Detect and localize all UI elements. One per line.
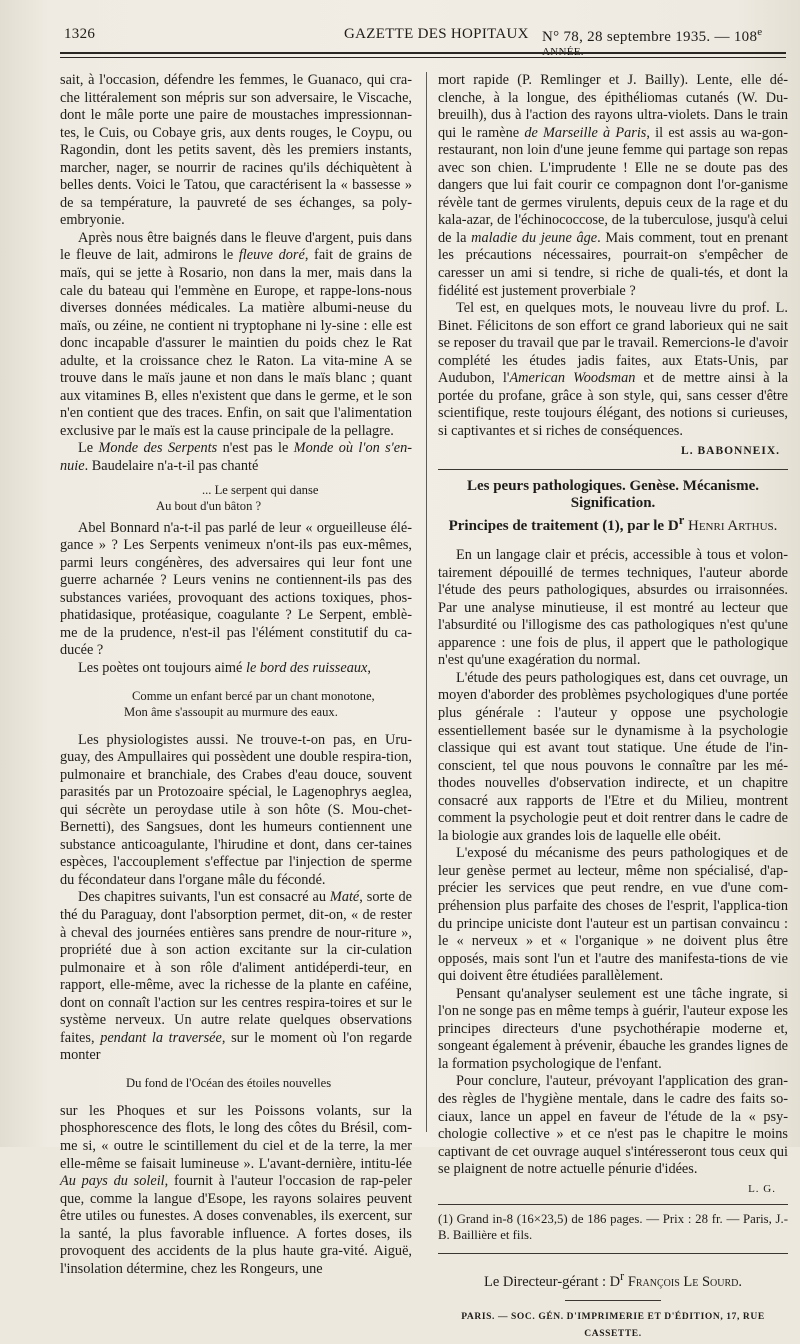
director-line — [438, 1268, 788, 1291]
header-rule-thin — [60, 57, 786, 58]
text-run: Le — [78, 440, 99, 457]
paragraph — [60, 230, 412, 441]
column-divider — [426, 72, 427, 1132]
text-run: Tel est, en quelques mots, le nouveau livre du prof. L. Binet. Félicitons de son effort ce grand laborieux qui ne sait se reposer du travail que par le travail. Remercions-le d'avoir complété les études jadis faites, aux Etats-Unis, par Audubon, l' — [438, 300, 788, 387]
italic-run: Monde où l'on s'en-nuie — [60, 440, 412, 475]
text-run: Les poètes ont toujours aimé — [78, 659, 246, 676]
issue-info — [542, 26, 786, 66]
text-run: Principes de traitement (1), par le D — [448, 518, 679, 535]
article-title-line: Les peurs pathologiques. Genèse. Mécanisme. Signification. — [466, 478, 760, 512]
article-title — [438, 478, 788, 535]
text-run: , il est assis au wa-gon-restaurant, non loin d'une jeune femme qui partage son repas avec son chien. L'imprudente ! Elle ne se doute pas des dangers que lui fait courir ce compagnon dont l'or-ganisme révèle tant de germes virulents, depuis ceux de la rage et du kala-azar, de l'échinococcose, de la tuberculose, jusqu'à celui de la — [438, 124, 788, 246]
article-title-line — [438, 512, 788, 535]
page-number: 1326 — [64, 26, 96, 42]
right-column — [438, 72, 788, 1344]
text-run: n'est pas le — [217, 440, 294, 457]
issue-year-suffix: e ANNÉE. — [542, 26, 763, 58]
issue-number: N° 78, 28 septembre 1935. — 108 — [542, 29, 758, 45]
header-rule — [60, 52, 786, 54]
journal-title: GAZETTE DES HOPITAUX — [344, 26, 529, 42]
text-run: , fait de grains de maïs, qui se jette à Rosario, non dans la mer, mais dans la cale du bateau qui l'emmène en Europe, et rappe-lons-nous diverses données médicales. La matière albumi-neuse du maïs, ou zéine, ne contient ni tryptophane ni ly-sine : elle est donc incapable d'assurer le maintien du poids chez le Rat adulte, et la croissance chez le Raton. La vita-mine A se trouve dans le maïs jaune et non dans le maïs blanc ; quant aux vitamines B, elles n'existent que dans le germe, et le son n'en contient que des traces. Enfin, on sait que l'alimentation exclusive par le maïs est la cause principale de la pellagre. — [60, 247, 412, 439]
verse-line: Mon âme s'assoupit au murmure des eaux. — [124, 704, 338, 719]
italic-run: Monde des Serpents — [98, 440, 218, 457]
paragraph — [60, 440, 412, 475]
italic-run: American Woodsman — [509, 370, 636, 387]
text-run: Le Directeur-gérant : D — [483, 1274, 621, 1291]
left-column — [60, 72, 412, 1278]
verse-quote — [60, 688, 412, 720]
article-author: Henri Arthus. — [688, 518, 778, 535]
footnote-separator — [438, 1204, 788, 1205]
italic-run: Au pays du soleil — [60, 1173, 165, 1190]
paragraph: Pour conclure, l'auteur, prévoyant l'application des gran-des règles de l'hygiène mentale, dans le cadre des faits so-ciaux, lance un appel en faveur de l'étude de la « psy-chologie collective » et ce n'est pas le chapitre le moins captivant de cet ouvrage auquel s'intéresseront tous ceux qui se plaignent de notre actuelle pénurie d'idées. — [438, 1073, 788, 1178]
paragraph: Abel Bonnard n'a-t-il pas parlé de leur « orgueilleuse élé-gance » ? Les Serpents venimeux n'ont-ils pas eux-mêmes, parmi leurs congénères, des adversaires qui leur font une guerre acharnée ? Leurs venins ne contiennent-ils pas des substances variées, provoquant des actions toxiques, phos-phatidasique, protéasique, coagulante ? Le Serpent, emblè-me de la prudence, n'est-il pas l'élément constitutif du ca-ducée ? — [60, 519, 412, 659]
text-run: , — [367, 659, 371, 676]
text-run: . Mais comment, tout en prenant les précautions nécessaires, pourrait-on s'empêcher de caresser un ami si tendre, si riche de quali-tés, et dont la fidélité est justement proverbiale ? — [438, 229, 789, 299]
section-separator — [438, 469, 788, 470]
page-header — [64, 26, 786, 58]
director-name: François Le Sourd. — [624, 1274, 743, 1291]
verse-line: ... Le serpent qui danse — [202, 482, 319, 497]
section-separator — [438, 1253, 788, 1254]
verse-line: Au bout d'un bâton ? — [156, 498, 262, 513]
text-run: , sorte de thé du Paraguay, dont l'absorption permet, dit-on, « de rester à cheval des journées entières sans prendre de nour-riture », propriété due à son action excitante sur la cir-culation pulmonaire et à son rôle d'aliment antidéperdi-teur, en rapport, elle-même, avec la richesse de la plante en caféine, dont on connaît l'action sur les centres respira-toires et sur le système nerveux. Un autre relate quelques observations faites, — [60, 889, 412, 1046]
italic-run: fleuve doré — [238, 247, 305, 264]
paragraph: sait, à l'occasion, défendre les femmes, le Guanaco, qui cra-che littéralement son mépris sur son adversaire, le Viscache, dont le mâle porte une paire de moustaches impressionnan-tes, le Cuis, ou Cobaye gris, aux dents rouges, le Coypu, ou Ragondin, dont les petits savent, dès les premiers instants, marcher, nager, se nourrir de racines qu'ils déchiquètent à belles dents. Voici le Tatou, que caractérisent la « bassesse » de sa température, la pauvreté de ses échanges, sa poly-embryonie. — [60, 72, 412, 229]
text-run: , sur le moment où l'on regarde monter — [60, 1029, 412, 1064]
review-signature: L. G. — [748, 1182, 776, 1195]
italic-run: Maté — [329, 889, 360, 906]
paragraph — [60, 660, 412, 678]
short-rule — [565, 1300, 661, 1301]
verse-quote — [60, 482, 412, 514]
text-run: sur les Phoques et sur les Poissons volants, sur la phosphorescence des flots, le long des côtes du Brésil, com-me si, « outre le scintillement du ciel et de la terre, la mer elle-même se faisait lumineuse ». L'avant-dernière, intitu-lée — [60, 1102, 412, 1172]
italic-run: de Marseille à Paris — [524, 124, 647, 141]
text-run: . Baudelaire n'a-t-il pas chanté — [84, 458, 259, 475]
superscript: r — [678, 513, 685, 528]
paragraph — [60, 1103, 412, 1278]
paragraph — [438, 72, 788, 300]
paragraph — [438, 300, 788, 440]
paragraph: En un langage clair et précis, accessible à tous et volon-tairement dépouillé de termes techniques, l'auteur aborde l'étude des peurs pathologiques, absurdes ou irraisonnées. Par une analyse minutieuse, il est montré au lecteur que l'absurdité ou l'illogisme des cas pathologiques n'est qu'une apparence : une fois de plus, il appert que le pathologique n'est qu'une exagération du normal. — [438, 547, 788, 669]
paragraph: L'étude des peurs pathologiques est, dans cet ouvrage, un moyen d'aborder des problèmes psychologiques d'une portée plus générale : l'auteur y oppose une psychologie essentiellement basée sur le dynamisme à la psychologie classique qui est avant tout statique. Une étude de l'in-conscient, tel que nous pouvons le connaître par les mé-thodes nouvelles d'observation indirecte, et un chapitre consacré aux rapports de l'Etre et du Milieu, montrent comment la psychologie peut et doit rentrer dans le cadre de la biologie aux grandes lois de laquelle elle obéit. — [438, 669, 788, 844]
printer-imprint: PARIS. — SOC. GÉN. D'IMPRIMERIE ET D'ÉDITION, 17, RUE CASSETTE. — [461, 1311, 765, 1340]
verse-line: Comme un enfant bercé par un chant monotone, — [132, 688, 375, 703]
text-run: Des chapitres suivants, l'un est consacré au — [78, 889, 330, 906]
text-run: , fournit à l'auteur l'occasion de rap-peler que, comme la langue d'Esope, les rayons solaires peuvent être utiles ou funestes. A doses convenables, ils exercent, sur la santé, la plus favorable influence. A fortes doses, ils provoquent des accidents de la plus haute gra-vité. Aiguë, l'insolation détermine, chez les Rongeurs, une — [60, 1173, 412, 1277]
paragraph: L'exposé du mécanisme des peurs pathologiques et de leur genèse permet au lecteur, même non spécialisé, d'ap-précier les services que peut rendre, en vue d'une com-préhension plus parfaite des choses de l'esprit, l'applica-tion du principe uniciste dont l'auteur est un partisan convaincu : le « nerveux » et « l'organique » ne doivent plus être opposés, mais sont l'un et l'autre des manifesta-tions de vie qui doivent être étudiées parallèlement. — [438, 845, 788, 985]
italic-run: maladie du jeune âge — [471, 229, 598, 246]
text-run: et de mettre ainsi à la portée du profane, grâce à son style, qui, sans cesser d'être scientifique, reste toujours élégant, des notions si curieuses, si captivantes et si riches de conséquences. — [438, 370, 788, 439]
paragraph: Les physiologistes aussi. Ne trouve-t-on pas, en Uru-guay, des Ampullaires qui possèdent une double respira-tion, pulmonaire et branchiale, des Crabes d'eau douce, souvent parasités par un Protozoaire spécial, le Lagenophrys aeglea, qui sécrète un peroydase utile à son hôte (S. Mou-chet-Bernetti), des Sangsues, dont les humeurs contiennent une substance anticoagulante, l'hirudine et dont, dans cer-taines espèces, l'accouplement s'effectue par l'injection de sperme du fécondateur dans l'organe mâle du fécondé. — [60, 731, 412, 888]
paragraph: Pensant qu'analyser seulement est une tâche ingrate, si l'on ne songe pas en même temps à guérir, l'auteur expose les principes directeurs d'une psychothérapie moderne et, songeant également à prévenir, ébauche les grandes lignes de la formation psychologique de l'enfant. — [438, 985, 788, 1072]
footnote — [438, 1211, 788, 1243]
superscript: r — [620, 1269, 625, 1284]
verse-quote — [60, 1075, 412, 1091]
text-run: mort rapide (P. Remlinger et J. Bailly). Lente, elle dé-clenche, à la longue, des épithéliomas cutanés (W. Du-breuilh), dus à l'action des rayons ultra-violets. Dans le train qui le ramène — [438, 72, 788, 141]
footnote-text: (1) Grand in-8 (16×23,5) de 186 pages. — Prix : 28 fr. — Paris, J.-B. Baillière et fils. — [438, 1212, 788, 1243]
review-signature: L. BABONNEIX. — [681, 445, 780, 458]
italic-run: le bord des ruisseaux — [245, 659, 368, 676]
verse-line: Du fond de l'Océan des étoiles nouvelles — [126, 1075, 332, 1090]
italic-run: pendant la traversée — [100, 1029, 222, 1046]
text-run: Après nous être baignés dans le fleuve d'argent, puis dans le fleuve de lait, admirons le — [60, 229, 412, 264]
paragraph — [60, 889, 412, 1064]
